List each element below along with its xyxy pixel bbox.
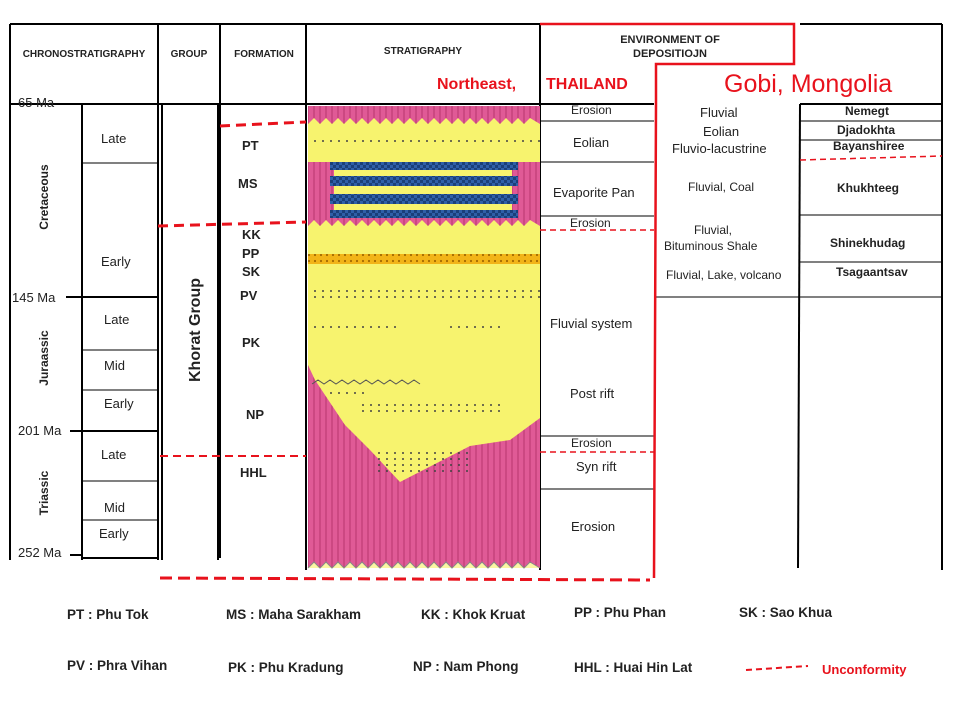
mon-fm-khukhteeg: Khukhteeg bbox=[837, 181, 900, 195]
thai-env-post-rift: Post rift bbox=[570, 386, 615, 401]
formation-pv: PV bbox=[240, 288, 258, 303]
formation-pt: PT bbox=[242, 138, 259, 153]
mon-fm-bayanshiree: Bayanshiree bbox=[833, 139, 905, 153]
mon-fm-nemegt: Nemegt bbox=[845, 104, 890, 118]
legend-sk: SK : Sao Khua bbox=[739, 605, 833, 620]
legend-unconformity: Unconformity bbox=[822, 662, 907, 677]
epoch-triassic-early: Early bbox=[99, 526, 129, 541]
legend-kk: KK : Khok Kruat bbox=[421, 607, 526, 622]
age-65: 65 Ma bbox=[18, 95, 55, 110]
header-formation: FORMATION bbox=[234, 49, 294, 60]
epoch-jurassic-late: Late bbox=[104, 312, 130, 327]
strat-column bbox=[308, 106, 540, 568]
thai-env-evaporite: Evaporite Pan bbox=[553, 185, 635, 200]
region-thailand: THAILAND bbox=[546, 76, 628, 93]
epoch-jurassic-early: Early bbox=[104, 396, 134, 411]
thai-env-erosion-base: Erosion bbox=[571, 519, 616, 534]
legend-pt: PT : Phu Tok bbox=[67, 607, 149, 622]
mon-fm-djadokhta: Djadokhta bbox=[837, 123, 896, 137]
legend-pv: PV : Phra Vihan bbox=[67, 658, 168, 673]
mon-env-fluvial-lake: Fluvial, Lake, volcano bbox=[666, 268, 782, 282]
header-group: GROUP bbox=[170, 49, 208, 60]
mon-env-fluvial: Fluvial bbox=[700, 105, 738, 120]
formation-hhl: HHL bbox=[240, 465, 267, 480]
region-mongolia: Gobi, Mongolia bbox=[724, 70, 893, 98]
epoch-triassic-mid: Mid bbox=[104, 500, 125, 515]
legend-hhl: HHL : Huai Hin Lat bbox=[574, 660, 693, 675]
epoch-cretaceous-late: Late bbox=[101, 131, 127, 146]
group-khorat: Khorat Group bbox=[187, 278, 204, 382]
formation-kk: KK bbox=[242, 227, 261, 242]
period-jurassic: Juraassic bbox=[37, 330, 51, 386]
mon-env-fluvial-2: Fluvial, bbox=[694, 223, 733, 237]
mon-fm-tsagaantsav: Tsagaantsav bbox=[836, 265, 908, 279]
mon-env-fluvial-coal: Fluvial, Coal bbox=[688, 180, 755, 194]
epoch-jurassic-mid: Mid bbox=[104, 358, 125, 373]
epoch-column-lines bbox=[66, 104, 158, 560]
formation-pp: PP bbox=[242, 246, 260, 261]
formation-sk: SK bbox=[242, 264, 261, 279]
thai-env-erosion-low: Erosion bbox=[571, 436, 612, 450]
period-triassic: Triassic bbox=[37, 470, 51, 516]
header-environment-line2: DEPOSITIOJN bbox=[633, 48, 707, 60]
age-145: 145 Ma bbox=[12, 290, 56, 305]
legend-pk: PK : Phu Kradung bbox=[228, 660, 344, 675]
region-northeast: Northeast, bbox=[437, 76, 517, 93]
thai-env-fluvial-system: Fluvial system bbox=[550, 316, 633, 331]
legend-ms: MS : Maha Sarakham bbox=[226, 607, 362, 622]
formation-ms: MS bbox=[238, 176, 258, 191]
period-cretaceous: Cretaceous bbox=[37, 164, 51, 230]
thai-env-syn-rift: Syn rift bbox=[576, 459, 617, 474]
thai-env-erosion-top: Erosion bbox=[571, 103, 612, 117]
legend-pp: PP : Phu Phan bbox=[574, 605, 667, 620]
epoch-triassic-late: Late bbox=[101, 447, 127, 462]
header-environment: ENVIRONMENT OF bbox=[620, 34, 720, 46]
header-chronostratigraphy: CHRONOSTRATIGRAPHY bbox=[22, 49, 146, 60]
formation-np: NP bbox=[246, 407, 265, 422]
thai-env-eolian: Eolian bbox=[573, 135, 610, 150]
formation-pk: PK bbox=[242, 335, 261, 350]
thai-env-erosion-mid: Erosion bbox=[570, 216, 611, 230]
legend-np: NP : Nam Phong bbox=[413, 659, 519, 674]
thai-env-lines bbox=[540, 121, 654, 489]
epoch-cretaceous-early: Early bbox=[101, 254, 131, 269]
mon-fm-shinekhudag: Shinekhudag bbox=[830, 236, 906, 250]
age-201: 201 Ma bbox=[18, 423, 62, 438]
header-stratigraphy: STRATIGRAPHY bbox=[383, 46, 463, 57]
mon-env-bituminous: Bituminous Shale bbox=[664, 239, 758, 253]
mon-env-eolian: Eolian bbox=[703, 124, 740, 139]
mon-env-fluvio-lacustrine: Fluvio-lacustrine bbox=[672, 141, 767, 156]
age-252: 252 Ma bbox=[18, 545, 62, 560]
